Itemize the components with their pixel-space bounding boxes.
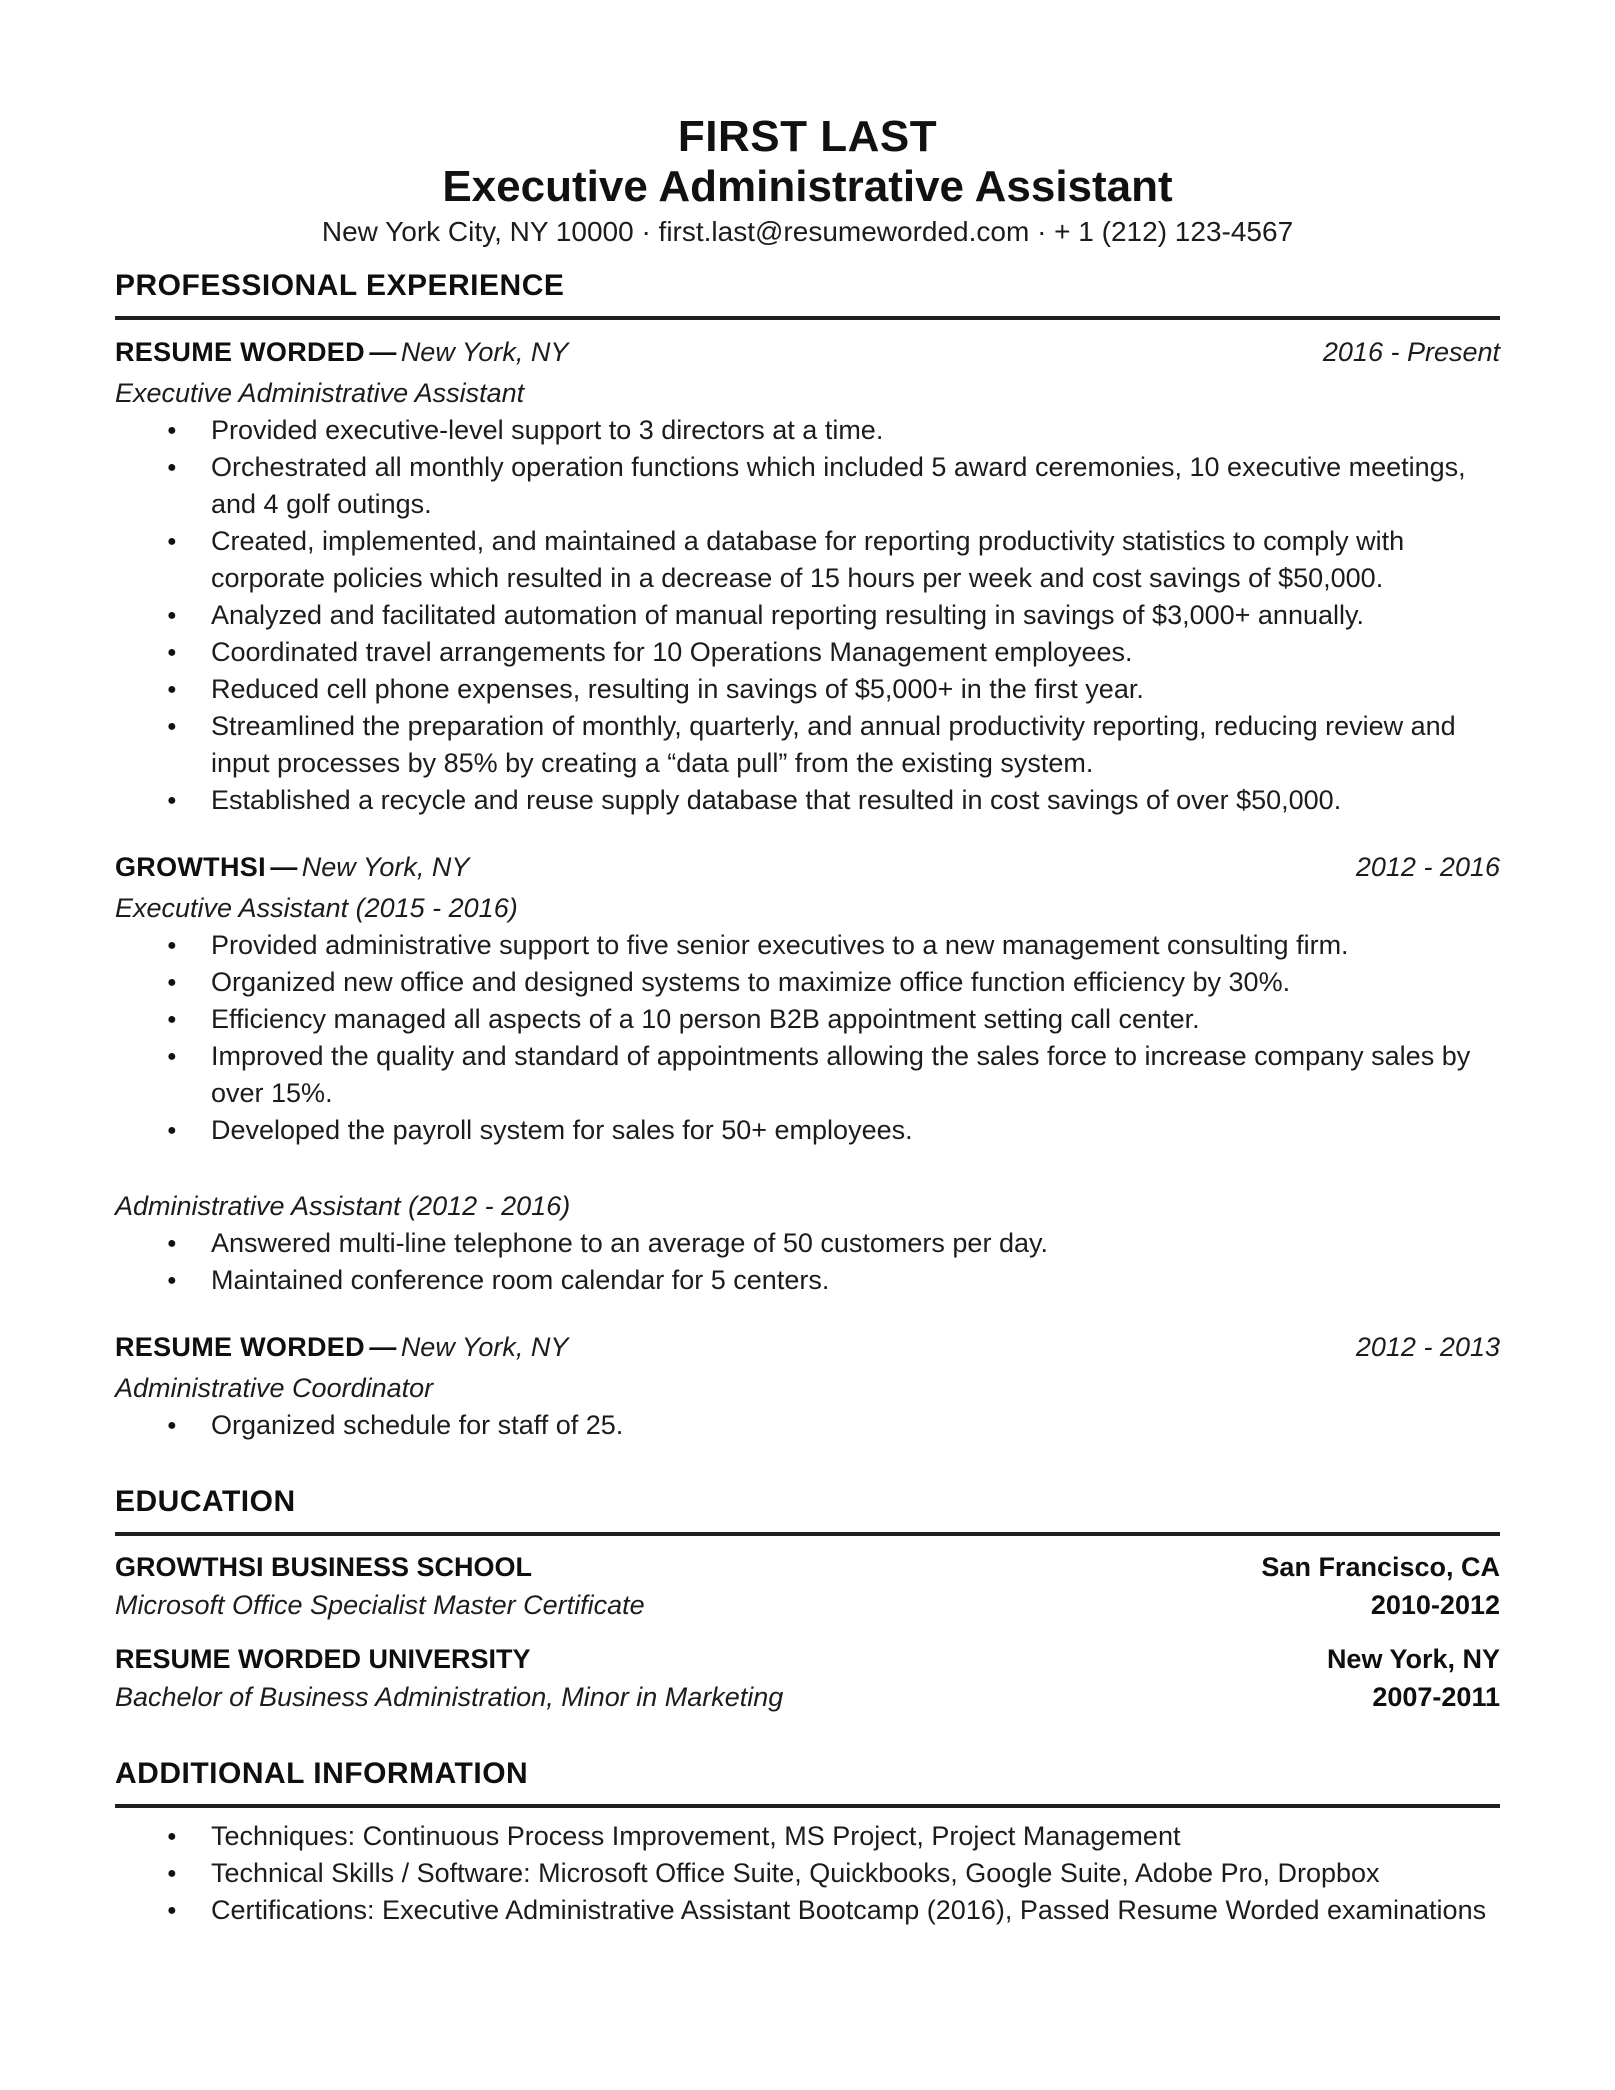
job-dates: 2012 - 2016 [1355,852,1500,882]
company-name: RESUME WORDED [115,1332,365,1362]
bullet-item: ● Efficiency managed all aspects of a 10 person B2B appointment setting call center. [115,1001,1500,1038]
bullet-item: ● Improved the quality and standard of appointments allowing the sales force to increase company sales by over 15%. [115,1038,1500,1112]
school-name: RESUME WORDED UNIVERSITY [115,1644,531,1674]
section-education [115,1484,1500,1716]
dash-separator: — [270,852,298,882]
bullet-list [115,412,1500,819]
bullet-list [115,1225,1500,1299]
bullet-item: ● Maintained conference room calendar for 5 centers. [115,1262,1500,1299]
bullet-item: ● Provided executive-level support to 3 directors at a time. [115,412,1500,449]
bullet-list [115,1407,1500,1444]
job-company-location [115,334,568,375]
job-entry [115,334,1500,819]
school-name: GROWTHSI BUSINESS SCHOOL [115,1552,533,1582]
bullet-item: ● Established a recycle and reuse supply database that resulted in cost savings of over $50,000. [115,782,1500,819]
job-entry [115,1329,1500,1444]
bullet-item: ● Created, implemented, and maintained a database for reporting productivity statistics to comply with corporate policies which resulted in a decrease of 15 hours per week and cost savings of $50,000. [115,523,1500,597]
job-header [115,1329,1500,1370]
bullet-item: ● Developed the payroll system for sales for 50+ employees. [115,1112,1500,1149]
degree-name: Bachelor of Business Administration, Minor in Marketing [115,1682,784,1712]
bullet-item: ● Coordinated travel arrangements for 10 Operations Management employees. [115,634,1500,671]
education-section-heading: EDUCATION [115,1484,1500,1536]
bullet-item: ● Orchestrated all monthly operation functions which included 5 award ceremonies, 10 executive meetings, and 4 golf outings. [115,449,1500,523]
bullet-item: ● Certifications: Executive Administrative Assistant Bootcamp (2016), Passed Resume Worded examinations [115,1892,1500,1929]
school-years: 2007-2011 [1372,1682,1500,1712]
dash-separator: — [369,337,397,367]
job-dates: 2012 - 2013 [1355,1332,1500,1362]
bullet-item: ● Reduced cell phone expenses, resulting in savings of $5,000+ in the first year. [115,671,1500,708]
job-company-location [115,849,469,890]
section-professional-experience [115,268,1500,1444]
job-entry [115,849,1500,1299]
company-name: RESUME WORDED [115,337,365,367]
bullet-item: ● Provided administrative support to five senior executives to a new management consulting firm. [115,927,1500,964]
job-location: New York, NY [400,1332,569,1362]
role-title: Administrative Coordinator [115,1373,434,1403]
degree-name: Microsoft Office Specialist Master Certificate [115,1590,645,1620]
bullet-item: ● Techniques: Continuous Process Improvement, MS Project, Project Management [115,1818,1500,1855]
job-location: New York, NY [301,852,470,882]
school-location: San Francisco, CA [1261,1552,1500,1582]
job-role [115,890,1500,1149]
role-title: Administrative Assistant (2012 - 2016) [115,1191,571,1221]
role-title: Executive Assistant (2015 - 2016) [115,893,518,923]
job-role [115,1370,1500,1444]
bullet-item: ● Answered multi-line telephone to an average of 50 customers per day. [115,1225,1500,1262]
education-row [115,1678,1500,1716]
bullet-list [115,1818,1500,1929]
job-role [115,1188,1500,1299]
bullet-item: ● Analyzed and facilitated automation of manual reporting resulting in savings of $3,000+ annually. [115,597,1500,634]
dash-separator: — [369,1332,397,1362]
education-row [115,1640,1500,1678]
education-entry [115,1548,1500,1624]
resume-header [115,112,1500,252]
school-location: New York, NY [1326,1644,1500,1674]
education-row [115,1548,1500,1586]
job-header [115,334,1500,375]
section-additional-information [115,1756,1500,1929]
company-name: GROWTHSI [115,852,266,882]
bullet-item: ● Streamlined the preparation of monthly, quarterly, and annual productivity reporting, reducing review and input processes by 85% by creating a “data pull” from the existing system. [115,708,1500,782]
bullet-list [115,927,1500,1149]
bullet-item: ● Organized new office and designed systems to maximize office function efficiency by 30%. [115,964,1500,1001]
additional-section-heading: ADDITIONAL INFORMATION [115,1756,1500,1808]
education-row [115,1586,1500,1624]
contact-line: New York City, NY 10000 · first.last@resumeworded.com · + 1 (212) 123-4567 [321,216,1294,247]
role-title: Executive Administrative Assistant [115,378,525,408]
job-role [115,375,1500,819]
job-company-location [115,1329,568,1370]
bullet-item: ● Organized schedule for staff of 25. [115,1407,1500,1444]
candidate-title: Executive Administrative Assistant [442,162,1173,211]
bullet-item: ● Technical Skills / Software: Microsoft Office Suite, Quickbooks, Google Suite, Adobe Pro, Dropbox [115,1855,1500,1892]
experience-section-heading: PROFESSIONAL EXPERIENCE [115,268,1500,320]
candidate-name: FIRST LAST [677,112,938,161]
job-header [115,849,1500,890]
job-dates: 2016 - Present [1322,337,1500,367]
school-years: 2010-2012 [1370,1590,1500,1620]
education-entry [115,1640,1500,1716]
job-location: New York, NY [400,337,569,367]
